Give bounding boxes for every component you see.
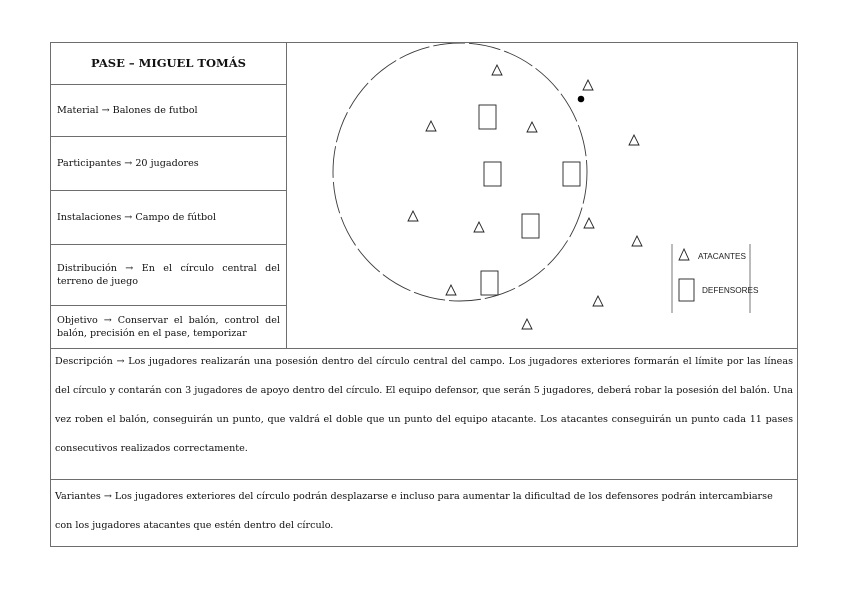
material-text: Material → Balones de futbol [57, 105, 198, 116]
variants-text: Variantes → Los jugadores exteriores del círculo podrán desplazarse e incluso para aumentar la dificultad de los defensores podrán intercambiarse con los jugadores atacantes que estén dentro del círculo. [55, 491, 773, 531]
variants-row [51, 480, 797, 546]
legend-attackers-label: ATACANTES [698, 252, 746, 261]
description-row [51, 339, 797, 480]
legend [672, 244, 759, 313]
support-triangle-icon [584, 218, 594, 228]
material-row [51, 85, 287, 137]
defender-square-icon [484, 162, 501, 186]
attacker-triangle-icon [583, 80, 593, 90]
attacker-triangle-icon [593, 296, 603, 306]
attacker-triangle-icon [446, 285, 456, 295]
support-triangle-icon [527, 122, 537, 132]
facilities-row [51, 191, 287, 245]
facilities-text: Instalaciones → Campo de fútbol [57, 212, 216, 223]
defender-square-icon [481, 271, 498, 295]
attacker-triangle-icon [522, 319, 532, 329]
defender-square-icon [563, 162, 580, 186]
attacker-triangle-icon [492, 65, 502, 75]
sheet-title-text: PASE – MIGUEL TOMÁS [91, 56, 246, 70]
legend-defenders-label: DEFENSORES [702, 286, 759, 295]
field-diagram [288, 43, 797, 339]
defender-square-icon [479, 105, 496, 129]
section-divider [51, 348, 797, 349]
sheet-title [51, 43, 287, 85]
support-triangle-icon [474, 222, 484, 232]
defender-square-icon [522, 214, 539, 238]
participants-row [51, 137, 287, 191]
distribution-row [51, 245, 287, 306]
legend-triangle-icon [679, 249, 689, 260]
attacker-triangle-icon [408, 211, 418, 221]
objective-text: Objetivo → Conservar el balón, control del balón, precisión en el pase, temporizar [57, 315, 280, 339]
description-text: Descripción → Los jugadores realizarán una posesión dentro del círculo central del campo. Los jugadores exteriores formarán el límite por las líneas del círculo y contarán con 3 jugadores de apoyo dentro del círculo. El equipo defensor, que serán 5 jugadores, deberá robar la posesión del balón. Una vez roben el balón, conseguirán un punto, que valdrá el doble que un punto del equipo atacante. Los atacantes conseguirán un punto cada 11 pases consecutivos realizados correctamente. [55, 356, 793, 454]
participants-text: Participantes → 20 jugadores [57, 158, 199, 169]
attacker-triangle-icon [629, 135, 639, 145]
center-circle [333, 43, 587, 301]
ball-icon [578, 96, 585, 103]
attacker-triangle-icon [426, 121, 436, 131]
legend-square-icon [679, 279, 694, 301]
exercise-sheet [50, 42, 798, 547]
attacker-triangle-icon [632, 236, 642, 246]
distribution-text: Distribución → En el círculo central del terreno de juego [57, 263, 280, 287]
